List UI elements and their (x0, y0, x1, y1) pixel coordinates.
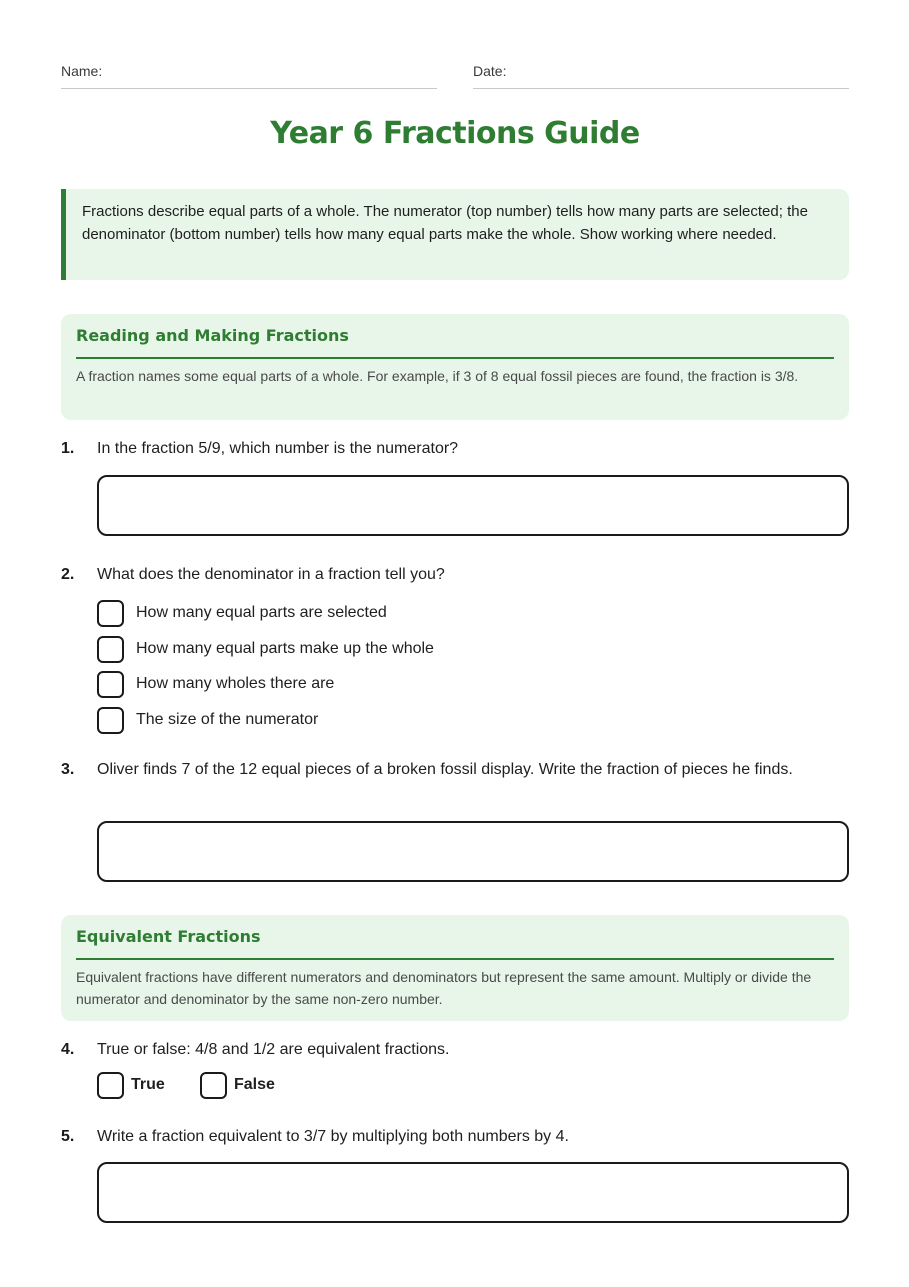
name-date-row (61, 61, 849, 89)
section-equivalent-fractions (61, 915, 849, 1021)
checkbox[interactable] (97, 600, 124, 627)
page-title: Year 6 Fractions Guide (270, 116, 640, 151)
question-text: What does the denominator in a fraction tell you? (97, 566, 445, 583)
answer-box-3[interactable] (97, 821, 849, 882)
option-label: How many equal parts make up the whole (136, 640, 434, 657)
intro-text: Fractions describe equal parts of a whole. The numerator (top number) tells how many parts are selected; the denominator (bottom number) tells how many equal parts make the whole. Show working where needed. (82, 203, 808, 243)
section-description: A fraction names some equal parts of a whole. For example, if 3 of 8 equal fossil pieces are found, the fraction is 3/8. (76, 368, 799, 384)
question-number: 4. (61, 1041, 75, 1058)
question-number: 5. (61, 1128, 75, 1145)
checkbox[interactable] (97, 1072, 124, 1099)
question-number: 1. (61, 440, 75, 457)
section-heading: Reading and Making Fractions (76, 314, 834, 359)
option-label: The size of the numerator (136, 711, 319, 728)
section-reading-fractions (61, 314, 849, 420)
option-label: How many wholes there are (136, 675, 335, 692)
name-field[interactable] (61, 61, 437, 89)
date-label: Date: (473, 63, 507, 79)
question-number: 3. (61, 761, 75, 778)
intro-callout (61, 189, 849, 280)
answer-box-5[interactable] (97, 1162, 849, 1223)
option-label: True (131, 1076, 165, 1093)
name-label: Name: (61, 63, 103, 79)
checkbox[interactable] (200, 1072, 227, 1099)
date-field[interactable] (473, 61, 849, 89)
question-number: 2. (61, 566, 75, 583)
question-text: Write a fraction equivalent to 3/7 by multiplying both numbers by 4. (97, 1128, 569, 1145)
checkbox[interactable] (97, 636, 124, 663)
question-text: In the fraction 5/9, which number is the numerator? (97, 440, 459, 457)
checkbox[interactable] (97, 671, 124, 698)
option-label: How many equal parts are selected (136, 604, 387, 621)
question-text: True or false: 4/8 and 1/2 are equivalent fractions. (97, 1041, 450, 1058)
question-text: Oliver finds 7 of the 12 equal pieces of a broken fossil display. Write the fraction of pieces he finds. (97, 761, 793, 778)
option-label: False (234, 1076, 275, 1093)
answer-box-1[interactable] (97, 475, 849, 536)
section-description: Equivalent fractions have different numerators and denominators but represent the same amount. Multiply or divide the numerator and denominator by the same non-zero number. (76, 969, 812, 1007)
section-heading: Equivalent Fractions (76, 915, 834, 960)
checkbox[interactable] (97, 707, 124, 734)
